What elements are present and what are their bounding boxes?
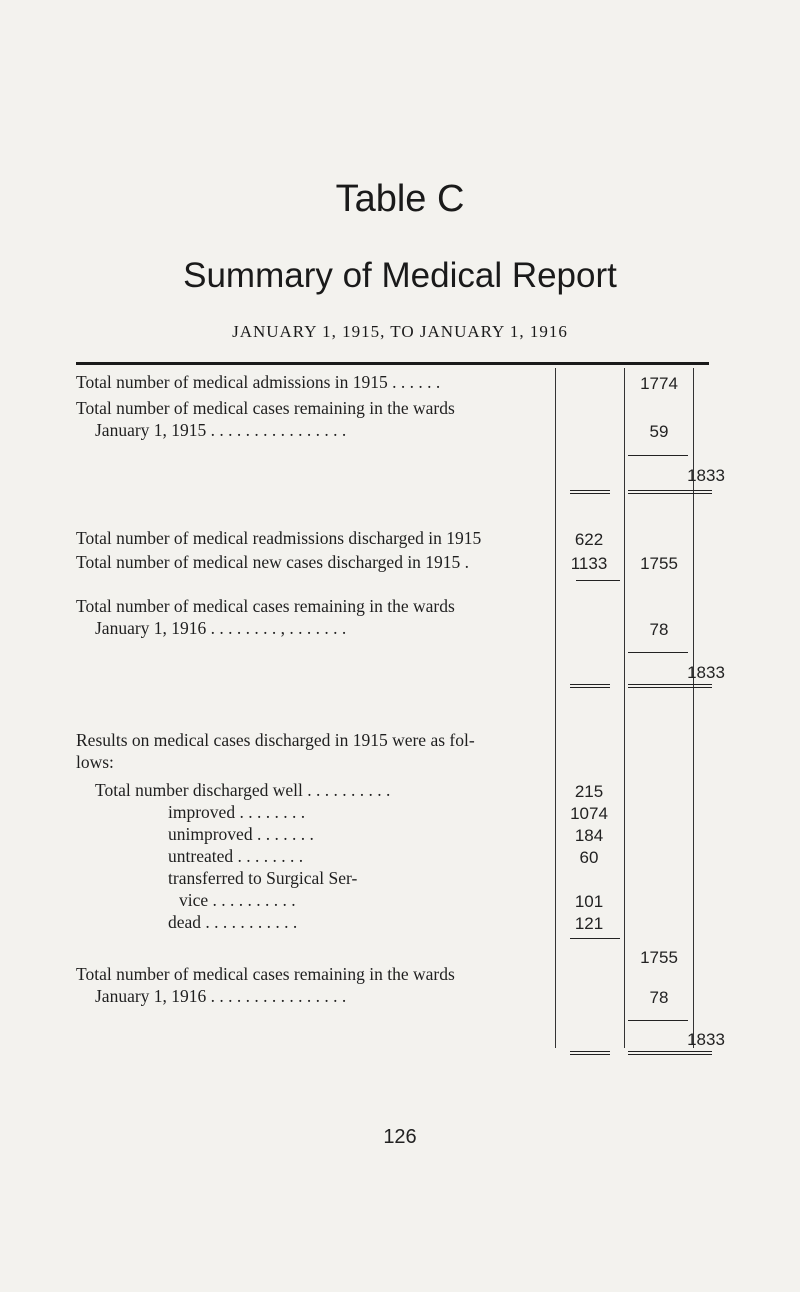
unimproved-label: unimproved . . . . . . . xyxy=(168,824,314,844)
final-remaining-value: 78 xyxy=(649,988,669,1007)
double-rule xyxy=(681,684,712,688)
dead-value: 121 xyxy=(574,914,604,933)
new-cases-label: Total number of medical new cases discharged in 1915 . xyxy=(76,552,470,572)
readmissions-label: Total number of medical readmissions discharged in 1915 xyxy=(76,528,482,548)
improved-value: 1074 xyxy=(570,804,608,823)
section2-total: 1833 xyxy=(687,663,725,682)
sum-rule xyxy=(570,938,620,939)
transferred-label-line1: transferred to Surgical Ser- xyxy=(168,868,358,888)
new-cases-value: 1133 xyxy=(570,554,608,573)
sum-rule xyxy=(628,1020,688,1021)
double-rule xyxy=(628,490,688,494)
sum-rule xyxy=(628,652,688,653)
table-label: Table C xyxy=(335,178,465,220)
double-rule xyxy=(570,684,610,688)
admissions-label: Total number of medical admissions in 1915 . . . . . . xyxy=(76,372,441,392)
readmissions-value: 622 xyxy=(574,530,604,549)
discharged-total-value: 1755 xyxy=(640,554,678,573)
admissions-value: 1774 xyxy=(640,374,678,393)
dead-label: dead . . . . . . . . . . . xyxy=(168,912,298,932)
unimproved-value: 184 xyxy=(574,826,604,845)
final-remaining-label-line2: January 1, 1916 . . . . . . . . . . . . . . . . xyxy=(95,986,347,1006)
page-title: Summary of Medical Report xyxy=(183,256,617,295)
remaining-1916-label-line1: Total number of medical cases remaining in the wards xyxy=(76,596,455,616)
sum-rule xyxy=(576,580,620,581)
section3-discharged-total: 1755 xyxy=(640,948,678,967)
double-rule xyxy=(570,1051,610,1055)
transferred-value: 101 xyxy=(574,892,604,911)
remaining-1916-value: 78 xyxy=(649,620,669,639)
remaining-1915-value: 59 xyxy=(649,422,669,441)
remaining-1915-label-line1: Total number of medical cases remaining in the wards xyxy=(76,398,455,418)
discharged-well-label: Total number discharged well . . . . . . . . . . xyxy=(95,780,391,800)
sum-rule xyxy=(628,455,688,456)
page-number: 126 xyxy=(383,1126,417,1148)
subtitle-text: JANUARY 1, 1915, TO JANUARY 1, 1916 xyxy=(232,322,568,341)
results-intro-line1: Results on medical cases discharged in 1915 were as fol- xyxy=(76,730,475,750)
double-rule xyxy=(628,1051,688,1055)
double-rule xyxy=(681,1051,712,1055)
improved-label: improved . . . . . . . . xyxy=(168,802,306,822)
remaining-1916-label-line2: January 1, 1916 . . . . . . . . , . . . . . . . xyxy=(95,618,347,638)
double-rule xyxy=(570,490,610,494)
untreated-label: untreated . . . . . . . . xyxy=(168,846,304,866)
remaining-1915-label-line2: January 1, 1915 . . . . . . . . . . . . . . . . xyxy=(95,420,347,440)
date-range-subtitle xyxy=(0,317,800,344)
column-divider-1 xyxy=(555,368,556,1048)
results-intro-line2: lows: xyxy=(76,752,114,772)
double-rule xyxy=(681,490,712,494)
top-rule xyxy=(76,362,709,365)
section3-total: 1833 xyxy=(687,1030,725,1049)
final-remaining-label-line1: Total number of medical cases remaining in the wards xyxy=(76,964,455,984)
discharged-well-value: 215 xyxy=(574,782,604,801)
double-rule xyxy=(628,684,688,688)
section1-total: 1833 xyxy=(687,466,725,485)
column-divider-2 xyxy=(624,368,625,1048)
untreated-value: 60 xyxy=(579,848,599,867)
transferred-label-line2: vice . . . . . . . . . . xyxy=(179,890,296,910)
